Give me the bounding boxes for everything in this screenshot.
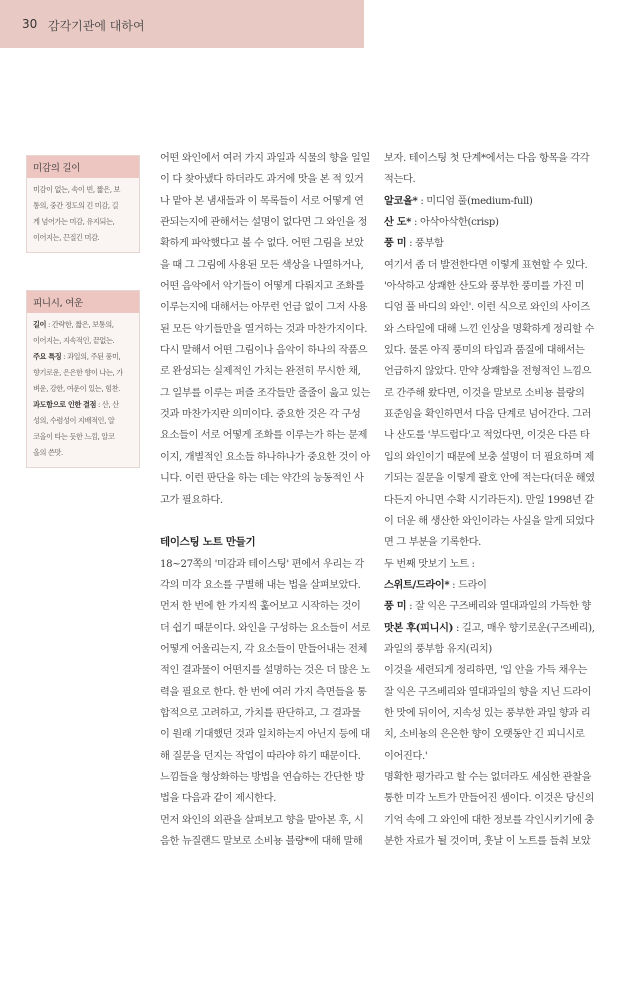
line-text: 명확한 평가라고 할 수는 없더라도 세심한 관찰을 xyxy=(384,771,592,783)
line-text: : 산, 산 xyxy=(96,400,119,409)
text-line: 느낌들을 형상화하는 방법을 연습하는 간단한 방 xyxy=(160,771,365,783)
paragraph xyxy=(160,148,370,511)
text-line: 고가 필요하다. xyxy=(160,494,223,506)
line-text: 기억 속에 그 와인에 대한 정보를 각인시키기에 충 xyxy=(384,814,595,826)
text-line: 것과 마찬가지란 의미이다. 중요한 것은 각 구성 xyxy=(160,409,361,421)
sidebar-box-title: 피니시, 여운 xyxy=(27,291,139,313)
bold-label: 과도함으로 인한 결점 xyxy=(33,400,97,409)
text-line xyxy=(384,639,598,660)
text-line: 그 일부를 이루는 퍼즐 조각들만 줄줄이 읊고 있는 xyxy=(160,387,371,399)
sidebar-box-finish xyxy=(26,290,140,468)
text-line: 각의 미각 요소를 구별해 내는 법을 살펴보았다. xyxy=(160,579,361,591)
text-line xyxy=(384,554,598,575)
line-text: 기되는 질문을 이렇게 괄호 안에 적는다(더운 해였 xyxy=(384,473,595,485)
line-text: 디엄 풀 바디의 와인'. 이런 식으로 와인의 사이즈 xyxy=(384,302,590,314)
line-text: 면 그 부분을 기록한다. xyxy=(384,537,481,549)
text-line xyxy=(384,212,598,233)
text-line xyxy=(33,317,134,333)
text-line xyxy=(384,618,598,639)
sidebar-box-length xyxy=(26,155,140,253)
text-line: 18~27쪽의 '미감과 테이스팅' 편에서 우리는 각 xyxy=(160,558,364,570)
text-line xyxy=(384,767,598,788)
text-line xyxy=(384,361,598,382)
text-line: 관되는지에 관해서는 설명이 없다면 그 와인을 정 xyxy=(160,217,368,229)
line-text: 보자. 테이스팅 첫 단계*에서는 다음 항목을 각각 xyxy=(384,153,590,164)
text-line: 게 넘어가는 미감, 유지되는, xyxy=(33,217,115,226)
left-text-column xyxy=(160,148,370,852)
text-line xyxy=(33,445,134,461)
text-line: 미감이 없는, 속이 빈, 짧은, 보 xyxy=(33,185,121,194)
text-line xyxy=(384,596,598,617)
line-text: 올의 쓴맛. xyxy=(33,448,63,457)
line-text: 나 산도를 '부드럽다'고 적었다면, 이것은 다른 타 xyxy=(384,430,590,442)
line-text: : 아삭아삭한(crisp) xyxy=(411,217,499,229)
bold-label: 맛본 후(피니시) xyxy=(384,621,454,634)
bold-label: 알코올* xyxy=(384,194,418,207)
text-line xyxy=(384,425,598,446)
text-line xyxy=(384,831,598,852)
line-text: 코올이 타는 듯한 느낌, 알코 xyxy=(33,432,115,441)
text-line: 법을 다음과 같이 제시한다. xyxy=(160,793,276,805)
line-text: 다든지 아니면 수확 시기라든지). 만일 1998년 같 xyxy=(384,494,594,506)
page-number: 30 xyxy=(22,17,38,31)
chapter-title: 감각기관에 대하여 xyxy=(48,19,145,33)
line-text: : 미디엄 풀(medium-full) xyxy=(417,195,533,207)
line-text: 있다. 물론 아직 풍미의 타입과 품질에 대해서는 xyxy=(384,345,585,357)
text-line xyxy=(384,447,598,468)
text-line xyxy=(384,383,598,404)
text-line xyxy=(384,191,598,212)
line-text: 통한 미각 노트가 만들어진 셈이다. 이것은 당신의 xyxy=(384,793,595,805)
text-line xyxy=(384,233,598,254)
line-text: 여기서 좀 더 발전한다면 이렇게 표현할 수 있다. xyxy=(384,259,588,271)
text-line: 어떤 와인에서 여러 가지 과일과 식물의 향을 일일 xyxy=(160,153,371,164)
text-line: 된 모든 악기들만을 열거하는 것과 마찬가지이다. xyxy=(160,323,368,335)
line-text: 적는다. xyxy=(384,174,416,186)
text-line: 력을 필요로 한다. 한 번에 여러 가지 측면들을 통 xyxy=(160,686,367,698)
text-line xyxy=(384,575,598,596)
text-line: 이지, 개별적인 요소들 하나하나가 중요한 것이 아 xyxy=(160,451,371,463)
line-text: : 간략한, 짧은, 보통의, xyxy=(46,320,114,329)
text-line: 나 맡아 본 냄새들과 이 목록들이 서로 어떻게 연 xyxy=(160,195,364,207)
text-line: 이루는지에 대해서는 아무런 언급 없이 그저 사용 xyxy=(160,302,368,314)
line-text: 이어진다.' xyxy=(384,750,428,762)
text-line xyxy=(384,660,598,681)
bold-label: 길이 xyxy=(33,320,47,329)
text-line: 더 쉽기 때문이다. 와인을 구성하는 요소들이 서로 xyxy=(160,622,371,634)
text-line: 이어지는, 끈질긴 미감. xyxy=(33,233,100,242)
line-text: 표준임을 확인하면서 다음 단계로 넘어간다. 그러 xyxy=(384,409,592,421)
sidebar-box-title: 미감의 길이 xyxy=(27,156,139,178)
line-text: : 잘 익은 구즈베리와 열대과일의 가득한 향 xyxy=(406,601,591,613)
line-text: 두 번째 맛보기 노트 : xyxy=(384,558,475,570)
line-text: 언급하지 않았다. 만약 상쾌함을 전형적인 느낌으 xyxy=(384,366,592,378)
right-text-column xyxy=(384,148,598,852)
line-text: 과일의 풍부함 유지(리치) xyxy=(384,643,492,655)
text-line xyxy=(384,297,598,318)
text-line xyxy=(33,429,134,445)
line-text: 잘 익은 구즈베리와 열대과일의 향을 지닌 드라이 xyxy=(384,686,592,698)
text-line xyxy=(384,511,598,532)
section-heading: 테이스팅 노트 만들기 xyxy=(160,536,256,549)
text-line xyxy=(384,468,598,489)
line-text: 이것을 세련되게 정리하면, '입 안을 가득 채우는 xyxy=(384,665,587,677)
text-line xyxy=(384,746,598,767)
text-line: 어떻게 어울리는지, 각 요소들이 만들어내는 전체 xyxy=(160,643,368,655)
text-line: 이 다 찾아냈다 하더라도 과거에 맛을 본 적 있거 xyxy=(160,174,364,186)
text-line: 니다. 이런 판단을 하는 데는 약간의 능동적인 사 xyxy=(160,473,364,485)
text-line: 합적으로 고려하고, 가치를 판단하고, 그 결과물 xyxy=(160,707,361,719)
text-line xyxy=(384,340,598,361)
text-line xyxy=(384,682,598,703)
sidebar-box-body xyxy=(27,313,139,467)
line-text: : 길고, 매우 향기로운(구즈베리), xyxy=(453,622,595,634)
line-text: 이 더운 해 생산한 와인이라는 사실을 알게 되었다 xyxy=(384,515,595,527)
text-line: 통의, 중간 정도의 긴 미감, 길 xyxy=(33,201,119,210)
line-text: 성의, 수렴성이 지배적인, 알 xyxy=(33,416,115,425)
text-line xyxy=(384,276,598,297)
line-text: : 과일의, 주된 풍미, xyxy=(61,352,121,361)
text-line xyxy=(33,349,134,365)
text-line: 해 질문을 던지는 작업이 따라야 하기 때문이다. xyxy=(160,750,361,762)
line-text: 한 맛에 뒤이어, 지속성 있는 풍부한 과일 향과 리 xyxy=(384,707,591,719)
bold-label: 주요 특징 xyxy=(33,352,62,361)
line-text: : 풍부함 xyxy=(406,238,444,250)
text-line xyxy=(384,490,598,511)
text-line xyxy=(33,333,134,349)
bold-label: 풍 미 xyxy=(384,600,407,613)
line-text: 입의 와인이기 때문에 보충 설명이 더 필요하며 제 xyxy=(384,451,595,463)
bold-label: 풍 미 xyxy=(384,237,407,250)
text-line: 이 원래 기대했던 것과 일치하는지 아닌지 등에 대 xyxy=(160,729,371,741)
text-line: 적인 결과물이 어떤지를 설명하는 것은 더 많은 노 xyxy=(160,665,371,677)
text-line xyxy=(384,788,598,809)
line-text: 와 스타일에 대해 느낀 인상을 명확하게 정리할 수 xyxy=(384,323,595,335)
text-line: 다시 말해서 어떤 그림이나 음악이 하나의 작품으 xyxy=(160,345,368,357)
line-text: 이어지는, 지속적인, 끝없는. xyxy=(33,336,115,345)
text-line xyxy=(384,148,598,169)
line-text: 분한 자료가 될 것이며, 훗날 이 노트를 들춰 보았 xyxy=(384,836,591,847)
text-line xyxy=(384,255,598,276)
text-line xyxy=(384,703,598,724)
text-line: 먼저 한 번에 한 가지씩 훑어보고 시작하는 것이 xyxy=(160,601,361,613)
text-line: 먼저 와인의 외관을 살펴보고 향을 맡아본 후, 시 xyxy=(160,814,364,826)
paragraph xyxy=(160,554,370,853)
text-line xyxy=(33,365,134,381)
line-text: 로 간주해 왔다면, 이것을 말보로 소비뇽 블랑의 xyxy=(384,387,585,399)
line-text: : 드라이 xyxy=(449,579,487,591)
text-line xyxy=(384,319,598,340)
bold-label: 산 도* xyxy=(384,216,412,229)
line-text: '아삭하고 상쾌한 산도와 풍부한 풍미를 가진 미 xyxy=(384,281,585,293)
line-text: 향기로운, 은은한 향이 나는, 가 xyxy=(33,368,123,377)
text-line xyxy=(384,724,598,745)
text-line: 로 완성되는 실제적인 가치는 완전히 무시한 채, xyxy=(160,366,361,378)
text-line xyxy=(384,532,598,553)
text-line xyxy=(33,413,134,429)
bold-label: 스위트/드라이* xyxy=(384,578,450,591)
text-line xyxy=(384,404,598,425)
line-text: 벼운, 강한, 여운이 있는, 힘찬. xyxy=(33,384,121,393)
text-line: 확하게 파악했다고 볼 수 없다. 어떤 그림을 보았 xyxy=(160,238,364,250)
text-line: 을 때 그 그림에 사용된 모든 색상을 나열하거나, xyxy=(160,259,364,271)
text-line xyxy=(384,169,598,190)
text-line: 요소들이 서로 어떻게 조화를 이루는가 하는 문제 xyxy=(160,430,368,442)
text-line: 음한 뉴질랜드 말보로 소비뇽 블랑*에 대해 말해 xyxy=(160,836,363,847)
text-line xyxy=(384,810,598,831)
text-line xyxy=(33,381,134,397)
text-line xyxy=(33,397,134,413)
text-line: 어떤 음악에서 악기들이 어떻게 다뤄지고 조화를 xyxy=(160,281,365,293)
line-text: 치, 소비뇽의 은은한 향이 오랫동안 긴 피니시로 xyxy=(384,729,585,741)
sidebar-box-body xyxy=(27,178,139,252)
